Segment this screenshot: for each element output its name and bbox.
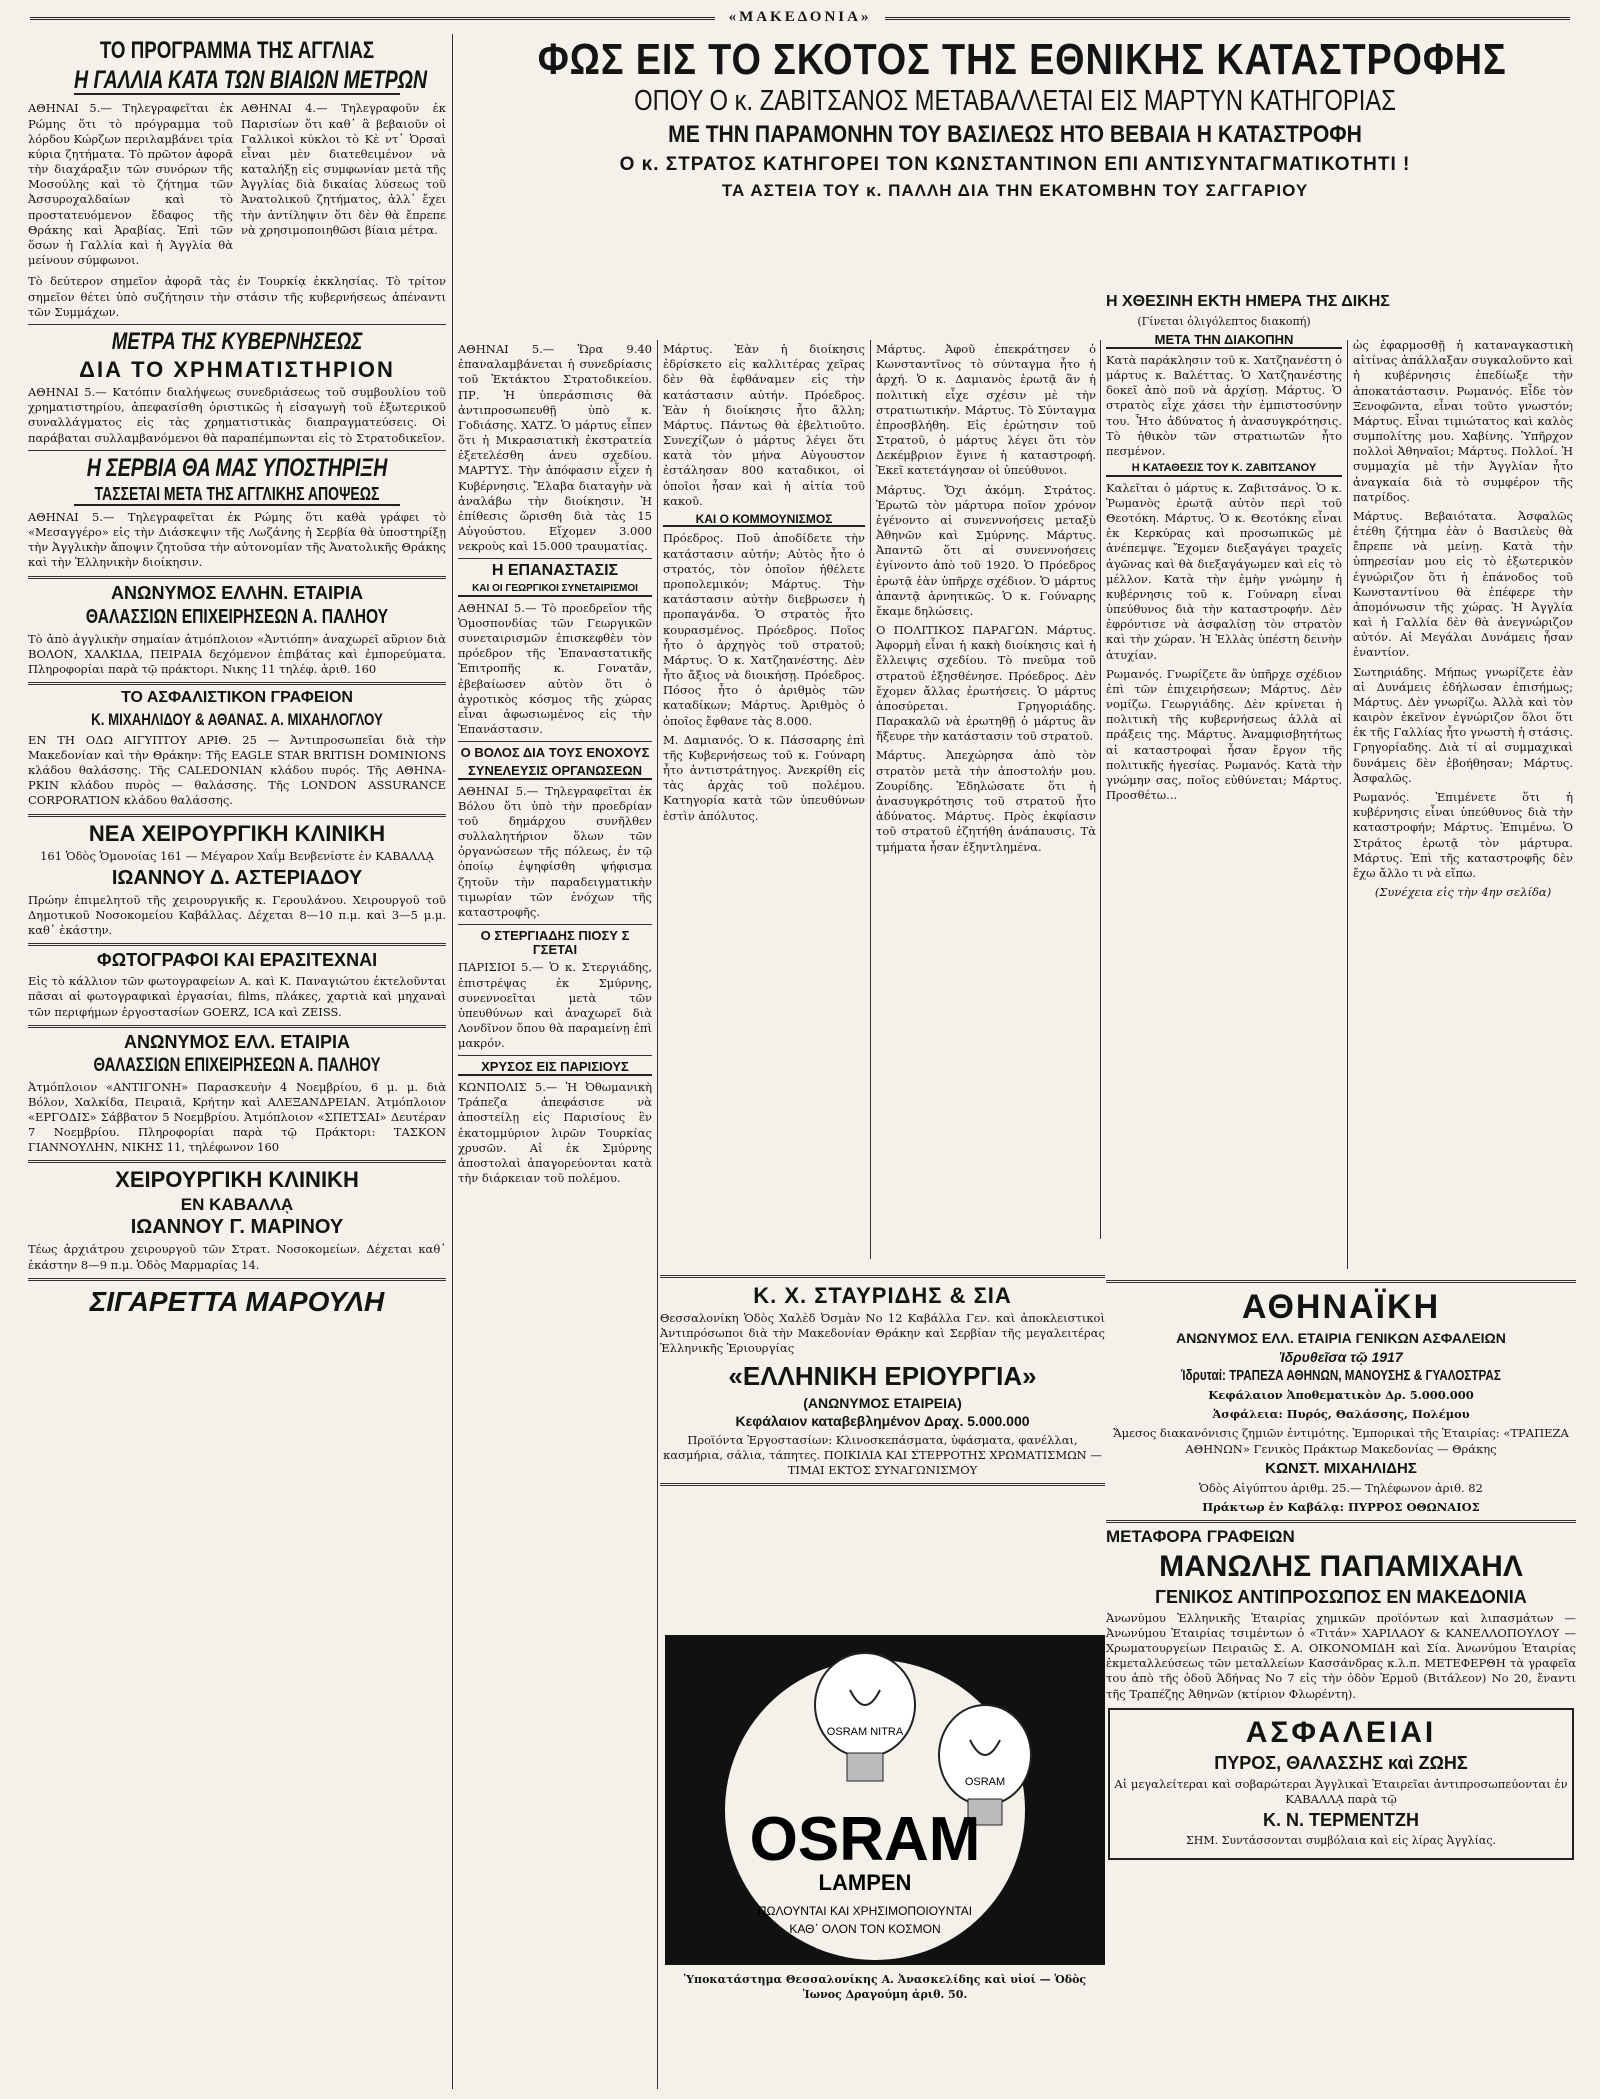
article-subheadline: ΣΥΝΕΛΕΥΣΙΣ ΟΡΓΑΝΩΣΕΩΝ <box>458 764 652 780</box>
ad-text: Αἱ μεγαλείτεραι καὶ σοβαρώτεραι Ἀγγλικαὶ Ἑταιρεῖαι ἀντιπροσωπεύονται ἐν ΚΑΒΑΛΛᾼ παρὰ τῷ <box>1114 1776 1568 1806</box>
continued-note: (Συνέχεια εἰς τὴν 4ην σελίδα) <box>1374 885 1552 900</box>
ad-title: ΑΣΦΑΛΕΙΑΙ <box>1245 1715 1437 1749</box>
ad-capital: Κεφάλαιον Ἀποθεματικὸν Δρ. 5.000.000 <box>1208 1388 1474 1403</box>
divider <box>28 1025 446 1028</box>
divider <box>28 814 446 817</box>
divider <box>28 324 446 325</box>
osram-footer: Ὑποκατάστημα Θεσσαλονίκης Α. Ἀνασκελίδης καὶ υἱοί — Ὁδὸς Ἰωνος Δραγούμη ἀριθ. 50. <box>683 1973 1087 2001</box>
sub-headline-2: ΜΕ ΤΗΝ ΠΑΡΑΜΟΝΗΝ ΤΟΥ ΒΑΣΙΛΕΩΣ ΗΤΟ ΒΕΒΑΙΑ Η ΚΑΤΑΣΤΡΟΦΗ <box>668 121 1362 149</box>
bulb-label-2: OSRAM <box>964 1776 1006 1788</box>
article-subheadline: ΔΙΑ ΤΟ ΧΡΗΜΑΤΙΣΤΗΡΙΟΝ <box>79 357 395 383</box>
article-headline: ΧΡΥΣΟΣ ΕΙΣ ΠΑΡΙΣΙΟΥΣ <box>458 1060 652 1076</box>
article-headline: Ο ΣΤΕΡΓΙΑΔΗΣ ΠΙΟΣΥ Σ ΓΣΕΤΑΙ <box>480 928 630 957</box>
ad-name: ΙΩΑΝΝΟΥ Δ. ΑΣΤΕΡΙΑΔΟΥ <box>111 866 363 889</box>
article-note: (Γίνεται ὀλιγόλεπτος διακοπή) <box>1137 314 1311 328</box>
divider <box>458 1055 652 1056</box>
main-headline: ΦΩΣ ΕΙΣ ΤΟ ΣΚΟΤΟΣ ΤΗΣ ΕΘΝΙΚΗΣ ΚΑΤΑΣΤΡΟΦΗΣ <box>537 35 1507 84</box>
masthead-rule-right <box>885 17 1570 20</box>
ad-subtitle: ΘΑΛΑΣΣΙΩΝ ΕΠΙΧΕΙΡΗΣΕΩΝ Α. ΠΑΛΗΟΥ <box>93 1054 381 1076</box>
bulb-label-1: OSRAM NITRA <box>826 1726 904 1738</box>
divider <box>28 450 446 451</box>
article-paragraph: Καλεῖται ὁ μάρτυς κ. Ζαβιτσάνος. Ὁ κ. Ῥωμανὸς ἐρωτᾷ αὐτὸν περὶ τοῦ Θεοτόκη. Μάρτυς. Ὁ κ. Θεοτόκης εἶναι ἐκ Κερκύρας καὶ προσωπικῶς μὲ ἀνέπεμψε. Ἔχομεν διεξαγάγει τραχεῖς ἀγῶνας καὶ θὰ διεξαγάγωμεν καὶ εἰς τὸ μέλλον. Κατὰ τὴν ἐμὴν γνώμην ἡ κυβέρνησις τοῦ κ. Γούναρη εἶναι ὑπεύθυνος διὰ τὴν καταστροφήν. Δὲν ἐφρόντισε νὰ ἀσφαλίσῃ τὸν στρατὸν καὶ τὴν χώραν. Ἡ Ἑλλὰς ὑπέστη δεινὴν ἀτυχίαν. <box>1106 480 1342 662</box>
article-paragraph: Πρόεδρος. Ποῦ ἀποδίδετε τὴν κατάστασιν αὐτήν; Αὐτὸς ἦτο ὁ στρατός, τὸν ὁποῖον ἠθέλετε προπολεμικόν; Μάρτυς. Τὴν κατάστασιν αὐτὴν διεβρωσεν ἡ προπαγάνδα. Ὁ στρατὸς ἦτο κουρασμένος. Πρόεδρος. Ποῖος ἦτο ὁ ἀρχηγὸς τοῦ στρατοῦ; Μάρτυς. Ὁ κ. Χατζηανέστης. Δὲν ἦτο ἄξιος νὰ διοικήσῃ. Πρόεδρος. Πόσος ἦτο ὁ ἀριθμὸς τῶν καταδίκων; Μάρτυς. Ἀριθμὸς ὁ ὁποῖος ἔφθανε τὰς 8.000. <box>663 531 865 728</box>
ad-subtitle: ΠΥΡΟΣ, ΘΑΛΑΣΣΗΣ καὶ ΖΩΗΣ <box>1214 1752 1468 1773</box>
ad-subtitle: Κ. ΜΙΧΑΗΛΙΔΟΥ & ΑΘΑΝΑΣ. Α. ΜΙΧΑΗΛΟΓΛΟΥ <box>91 709 383 729</box>
article-paragraph: Τὸ δεύτερον σημεῖον ἀφορᾶ τὰς ἐν Τουρκίᾳ ἐκκλησίας. Τὸ τρίτον σημεῖον θέτει ὑπὸ συζήτησιν τὴν στάσιν τῆς κυβερνήσεως ἀπέναντι τῶν Συμμάχων. <box>28 274 446 319</box>
ad-title: ΤΟ ΑΣΦΑΛΙΣΤΙΚΟΝ ΓΡΑΦΕΙΟΝ <box>121 689 353 707</box>
article-paragraph: Κατὰ παράκλησιν τοῦ κ. Χατζηανέστη ὁ μάρτυς κ. Βαλέττας. Ὁ Χατζηανέστης δοκεῖ ἀπὸ ποῦ νὰ ἀρχίσῃ. Μάρτυς. Ὁ στρατὸς εἶχε χάσει τὴν ἐμπιστοσύνην του. Ἦτο ἀδύνατος ἡ ἀνασυγκρότησις. Τὸ ἠθικὸν τῶν στρατιωτῶν ἦτο πεσμένον. <box>1106 352 1342 458</box>
divider <box>28 943 446 946</box>
ad-title: ΑΘΗΝΑΪΚΗ <box>1241 1288 1441 1326</box>
divider <box>28 576 446 579</box>
ad-text: Τὸ ἀπὸ ἀγγλικὴν σημαίαν ἀτμόπλοιον «Ἀντιόπη» ἀναχωρεῖ αὔριον διὰ ΒΟΛΟΝ, ΧΑΛΚΙΔΑ, ΠΕΙΡΑΙΑ δεχόμενον ἐπιβάτας καὶ ἐμπορεύματα. Πληροφορίαι παρὰ τῷ πράκτορι. Νικης 11 τηλέφ. ἀριθ. 160 <box>28 631 446 676</box>
column-4 <box>876 340 1096 1239</box>
ad-subtitle: 161 Ὁδὸς Ὁμονοίας 161 — Μέγαρον Χαΐμ Βενβενίστε ἐν ΚΑΒΑΛΛᾼ <box>40 848 434 863</box>
column-rule <box>452 34 453 2089</box>
article-paragraph: Μάρτυς. Ὄχι ἀκόμη. Στράτος. Ἐρωτῶ τὸν μάρτυρα ποῖον χρόνον ἐγένοντο αἱ συνεννοήσεις μεταξὺ Ἀθηνῶν καὶ Σμύρνης. Μάρτυς. Ἀπαντῶ ὅτι αἱ συνεννοήσεις ἐγίνοντο ἀπὸ τοῦ 1920. Ὁ Πρόεδρος ἐρωτᾷ ἐὰν ὑπῆρχε σχέδιον. Ὁ μάρτυς ἀπαντᾷ ἀρνητικῶς. Ὁ κ. Γούναρης ἔκαμε δηλώσεις. <box>876 482 1096 618</box>
divider <box>28 1278 446 1281</box>
divider <box>660 1483 1105 1486</box>
divider <box>458 741 652 742</box>
article-paragraph: ΑΘΗΝΑΙ 5.— Κατόπιν διαλήψεως συνεδριάσεως τοῦ συμβουλίου τοῦ χρηματιστηρίου, ἀπεφασίσθη ὁριστικῶς ἡ εἰσαγωγὴ τοῦ ἐξωτερικοῦ συναλλάγματος εἰς τὰς χρηματιστικὰς διαπραγματεύσεις. Οἱ παράβαται συλλαμβανόμενοι θὰ παραπέμπωνται εἰς τὸ Στρατοδικεῖον. <box>28 385 446 445</box>
ad-text: Πρώην ἐπιμελητοῦ τῆς χειρουργικῆς κ. Γερουλάνου. Χειρουργοῦ τοῦ Δημοτικοῦ Νοσοκομείου Καβάλλας. Δέχεται 8—10 π.μ. καὶ 3—5 μ.μ. καθ᾽ ἑκάστην. <box>28 892 446 938</box>
ad-title: ΝΕΑ ΧΕΙΡΟΥΡΓΙΚΗ ΚΛΙΝΙΚΗ <box>88 820 386 846</box>
ad-agent: Κ. Ν. ΤΕΡΜΕΝΤΖΗ <box>1263 1809 1419 1830</box>
ad-capital: Κεφάλαιον καταβεβλημένον Δραχ. 5.000.000 <box>735 1413 1030 1430</box>
column-rule <box>657 340 658 2089</box>
article-paragraph: Σωτηριάδης. Μήπως γνωρίζετε ἐὰν αἱ Δυνάμεις ἐδήλωσαν ἐπισήμως; Μάρτυς. Δὲν γνωρίζω. Ἀλλὰ καὶ τὸν καιρὸν ἐκεῖνον ἐγνώριζον ὅλοι ὅτι ἐκ τῆς Γαλλίας ἦτο γνωστὴ ἡ στάσις. Γρηγορίαδης. Διὰ τί αἱ συμμαχικαὶ δυνάμεις δὲν ἐβοήθησαν; Μάρτυς. Ἀσφαλῶς. <box>1353 664 1573 785</box>
article-headline: Η ΕΠΑΝΑΣΤΑΣΙΣ <box>491 562 619 580</box>
article-paragraph: Μ. Δαμιανός. Ὁ κ. Πάσσαρης ἐπὶ τῆς Κυβερνήσεως τοῦ κ. Γούναρη ἦτο ἀντιστράτηγος. Ἀνεκρίθη εἰς τὰς ἀρχὰς τοῦ πολέμου. Κατηγορία κατὰ τῶν ὑπευθύνων ἐστὶν ἀπόλυτος. <box>663 732 865 823</box>
article-paragraph: Μάρτυς. Βεβαιότατα. Ἀσφαλῶς ἐτέθη ζήτημα ἐὰν ὁ Βασιλεὺς θὰ ἔπρεπε νὰ μείνῃ. Κατὰ τὴν ὑπηρεσίαν μου εἰς τὸ ἐξωτερικὸν ἐγνώριζον ὅτι ἡ ἐπάνοδος τοῦ Κωνσταντίνου θὰ ἐπέφερε τὴν ἀπομόνωσιν τῆς χώρας. Ἡ Ἀγγλία καὶ ἡ Γαλλία δὲν θὰ ἀνεγνώριζον αὐτόν. Αἱ Μεγάλαι Δυνάμεις ἦσαν ἐναντίον. <box>1353 508 1573 660</box>
column-5 <box>1106 290 1390 1269</box>
column-rule <box>1347 340 1348 1269</box>
sub-headline-4: ΤΑ ΑΣΤΕΙΑ ΤΟΥ κ. ΠΑΛΛΗ ΔΙΑ ΤΗΝ ΕΚΑΤΟΜΒΗΝ ΤΟΥ ΣΑΓΓΑΡΙΟΥ <box>721 180 1309 200</box>
article-headline: ΜΕΤΡΑ ΤΗΣ ΚΥΒΕΡΝΗΣΕΩΣ <box>111 327 363 355</box>
divider <box>660 1275 1105 1278</box>
article-headline: ΚΑΙ Ο ΚΟΜΜΟΥΝΙΣΜΟΣ <box>663 513 865 528</box>
osram-ad <box>665 1635 1105 2001</box>
divider <box>28 682 446 685</box>
ad-address: Ὁδὸς Αἰγύπτου ἀριθμ. 25.— Τηλέφωνον ἀριθ. 82 <box>1199 1480 1483 1495</box>
ad-title: ΑΝΩΝΥΜΟΣ ΕΛΛ. ΕΤΑΙΡΙΑ <box>124 1031 350 1052</box>
article-paragraph: Μάρτυς. Ἀπεχώρησα ἀπὸ τὸν στρατὸν μετὰ τὴν ἀποστολήν μου. Ζουρίδης. Ἐδηλώσατε ὅτι ἡ ἀνασυγκρότησις τοῦ στρατοῦ ἦτο ἀδύνατος. Μάρτυς. Πρὸς ἐκφίασιν τοῦ στρατοῦ ἐζητήθη ἀνάπαυσις. Τὰ τμήματα ἦσαν ἐξηντλημένα. <box>876 748 1096 854</box>
article-subheadline: ΜΕΤΑ ΤΗΝ ΔΙΑΚΟΠΗΝ <box>1106 333 1342 349</box>
ad-founders: Ἱδρυταί: ΤΡΑΠΕΖΑ ΑΘΗΝΩΝ, ΜΑΝΟΥΣΗΣ & ΓΥΑΛΟΣΤΡΑΣ <box>1181 1367 1501 1385</box>
ad-brand: «ΕΛΛΗΝΙΚΗ ΕΡΙΟΥΡΓΙΑ» <box>728 1360 1037 1391</box>
article-paragraph: ΑΘΗΝΑΙ 5.— Τηλεγραφεῖται ἐκ Ρώμης ὅτι καθὰ γράφει τὸ «Μεσαγγέρο» εἰς τὴν Διάσκεψιν τῆς Λωζάνης ἡ Σερβία θὰ ὑποστηρίξῃ τὴν Ἀγγλικὴν ἄποψιν ζητοῦσα τὴν αὐτονομίαν τῆς Ἀνατολικῆς Θράκης καὶ τὴν Ἑλληνικὴν διοίκησιν. <box>28 509 446 570</box>
divider <box>458 558 652 559</box>
column-6 <box>1353 336 1573 1269</box>
article-paragraph: Μάρτυς. Ἀφοῦ ἐπεκράτησεν ὁ Κωνσταντῖνος τὸ σύνταγμα ἦτο ἡ ἀρχή. Ὁ κ. Δαμιανὸς ἐρωτᾷ ἂν ἡ πολιτικὴ εἶχε σχέσιν μὲ τὴν στρατιωτικήν. Μάρτυς. Τὸ Σύνταγμα ἐπροσβλήθη. Εἰς ἐρώτησιν τοῦ Στρατοῦ, ὁ μάρτυς λέγει ὅτι τὸν Δεκέμβριον ἔγινε ἡ καταστροφή. Ἐκεῖ κατετάγησαν οἱ ὑπεύθυνοι. <box>876 342 1096 478</box>
osram-slogan-2: ΚΑΘ᾽ ΟΛΟΝ ΤΟΝ ΚΟΣΜΟΝ <box>789 1922 941 1936</box>
article-paragraph: ΑΘΗΝΑΙ 5.— Τηλεγραφεῖται ἐκ Ρώμης ὅτι τὸ πρόγραμμα τοῦ λόρδου Κώρζων περιλαμβάνει τρία κύρια ζητήματα. Τὸ πρῶτον ἀφορᾶ τὴν διαχάραξιν τῶν συνόρων τῆς Μοσούλης καὶ τὸ ζήτημα τῶν Ἀσσυροχαλδαίων καὶ τὸ προστατευόμενον ἔδαφος τῆς Θράκης καὶ Ἀραβίας. Ἐπὶ τῶν ὅσων ἡ Γαλλία καὶ ἡ Ἀγγλία θὰ μείνουν σύμφωνοι. <box>28 101 233 268</box>
ad-text: Ἀτμόπλοιον «ΑΝΤΙΓΟΝΗ» Παρασκευὴν 4 Νοεμβρίου, 6 μ. μ. διὰ Βόλον, Χαλκίδα, Πειραιᾶ, Κρήτην καὶ ΑΛΕΞΑΝΔΡΕΙΑΝ. Ἀτμόπλοιον «ΕΡΓΟΔΙΣ» Σάββατον 5 Νοεμβρίου. Ἀτμόπλοιον «ΣΠΕΤΣΑΙ» Δευτέραν 7 Νοεμβρίου. Πληροφορίαι παρὰ τῷ Πράκτορι: ΤΑΣΚΟΝ ΓΙΑΝΝΟΥΛΗΝ, ΝΙΚΗΣ 11, τηλέφωνον 160 <box>28 1079 446 1155</box>
article-paragraph: ΚΩΝΠΟΛΙΣ 5.— Ἡ Ὀθωμανικὴ Τράπεζα ἀπεφάσισε νὰ ἀποστείλῃ εἰς Παρισίους ἓν ἑκατομμύριον λιρῶν Τουρκίας χρυσῶν. Αἱ ἐκ Σμύρνης ἀποστολαὶ ἀπαγορεύονται κατὰ τὴν διάρκειαν τοῦ πολέμου. <box>458 1080 652 1186</box>
insurance-ad-box <box>1108 1708 1574 1861</box>
cigarette-ad: ΣΙΓΑΡΕΤΤΑ ΜΑΡΟΥΛΗ <box>89 1285 385 1317</box>
ad-text: Ἀνωνύμου Ἑλληνικῆς Ἑταιρίας χημικῶν προϊόντων καὶ λιπασμάτων — Ἀνωνύμου Ἑταιρίας τσιμέντων ὁ «Τιτάν» ΧΑΡΙΛΑΟΥ & ΚΑΝΕΛΛΟΠΟΥΛΟΥ — Χρωματουργείων Πειραιῶς Σ. Α. ΟΙΚΟΝΟΜΙΔΗ καὶ Σία. Ἀνωνύμου Ἑταιρίας ἐκμεταλλεύσεως τῶν μεταλλείων Κασσάνδρας κ.λ.π. ΜΕΤΕΦΕΡΘΗ τὰ γραφεῖα του ἀπὸ τῆς ὁδοῦ Ἀδήνας Νο 7 εἰς τὴν ὁδὸν Ἑρμοῦ (Βιτάλεον) Νο 20, ἔναντι τῆς Τραπέζης Ἀθηνῶν (κτίριον Φλωρέντη). <box>1106 1610 1576 1701</box>
ad-text: ΕΝ ΤΗ ΟΔΩ ΑΙΓΥΠΤΟΥ ΑΡΙΘ. 25 — Ἀντιπροσωπεῖαι διὰ τὴν Μακεδονίαν καὶ τὴν Θράκην: Τῆς EAGLE STAR BRITISH DOMINIONS κλάδου θαλάσσης. Τῆς CALEDONIAN κλάδου πυρός. Τῆς ΑΘΗΝΑ-ΡΚΙΝ κλάδου πυρὸς — θαλάσσης. Τῆς LONDON ASSURANCE CORPORATION κλάδου θαλάσσης. <box>28 732 446 808</box>
eriourgia-ad <box>660 1270 1105 1619</box>
article-subheadline: ΚΑΙ ΟΙ ΓΕΩΡΓΙΚΟΙ ΣΥΝΕΤΑΙΡΙΣΜΟΙ <box>458 584 652 597</box>
ad-title: Κ. Χ. ΣΤΑΥΡΙΔΗΣ & ΣΙΑ <box>753 1283 1012 1308</box>
ad-heading: ΜΕΤΑΦΟΡΑ ΓΡΑΦΕΙΩΝ <box>1106 1526 1295 1546</box>
article-paragraph: ΑΘΗΝΑΙ 5.— Ὥρα 9.40 ἐπαναλαμβάνεται ἡ συνεδρίασις τοῦ Ἐκτάκτου Στρατοδικείου. ΠΡ. Ἡ ὑπεράσπισις θὰ ἀντιπροσωπευθῇ ὑπὸ κ. Γοδιάσης. ΧΑΤΖ. Ὁ μάρτυς εἶπεν ὅτι ἡ Μικρασιατικὴ ἐκστρατεία ἐξετελέσθη ἀνευ σχεδίου. ΜΑΡΤΥΣ. Τὴν ἀπόφασιν εἶχεν ἡ Κυβέρνησις. Ἔλαβα διαταγὴν νὰ ἀναλάβω τὴν διοίκησιν. Ἡ ἐπίθεσις ὥρισθη διὰ τὰς 15 Αὐγούστου. Εἴχομεν 3.000 νεκροὺς καὶ 15.000 τραυματίας. <box>458 342 652 554</box>
article-subheadline: Η ΓΑΛΛΙΑ ΚΑΤΑ ΤΩΝ ΒΙΑΙΩΝ ΜΕΤΡΩΝ <box>73 66 428 95</box>
article-subheadline: ΤΑΣΣΕΤΑΙ ΜΕΤΑ ΤΗΣ ΑΓΓΛΙΚΗΣ ΑΠΟΨΕΩΣ <box>74 485 400 506</box>
ad-representative: Πράκτωρ ἐν Καβάλᾳ: ΠΥΡΡΟΣ ΟΘΩΝΑΙΟΣ <box>1202 1499 1480 1514</box>
ad-brand-sub: (ΑΝΩΝΥΜΟΣ ΕΤΑΙΡΕΙΑ) <box>803 1394 962 1411</box>
ad-kinds: Ἀσφάλεια: Πυρός, Θαλάσσης, Πολέμου <box>1212 1407 1470 1422</box>
article-paragraph: ΑΘΗΝΑΙ 5.— Τηλεγραφεῖται ἐκ Βόλου ὅτι ὑπὸ τὴν προεδρίαν τοῦ δημάρχου συνῆλθεν συλλαλητήριον ὅλων τῶν ὀργανώσεων τῆς πόλεως, ἐν τῷ ὁποίῳ ἐψηφίσθη ψήφισμα ζητοῦν τὴν παραδειγματικὴν τιμωρίαν τῶν ἐνόχων τῆς καταστροφῆς. <box>458 783 652 919</box>
sub-headline-1: ΟΠΟΥ Ο κ. ΖΑΒΙΤΣΑΝΟΣ ΜΕΤΑΒΑΛΛΕΤΑΙ ΕΙΣ ΜΑΡΤΥΝ ΚΑΤΗΓΟΡΙΑΣ <box>634 85 1396 118</box>
ad-text: Εἰς τὸ κάλλιον τῶν φωτογραφείων Α. καὶ Κ. Παναγιώτου ἐκτελοῦνται πᾶσαι αἱ φωτογραφικαὶ ἐργασίαι, films, πλάκες, χαρτιὰ καὶ μηχαναὶ τῶν περιφήμων ἐργοστασίων GOERZ, ICA καὶ ZEISS. <box>28 974 446 1019</box>
right-ads <box>1106 1275 1576 2091</box>
front-page-banner <box>460 36 1570 204</box>
article-paragraph: ὡς ἐφαρμοσθῇ ἡ καταναγκαστικὴ αἰτίνας ἀπάλλαξαν συγκαλοῦντο καὶ ἡ κυβέρνησις ἐπεδίωξε τὴν ἀποκατάστασιν. Ρωμανός. Εἶδε τὸν Ξενοφῶντα, εἶναι τοῦτο γνωστόν; Μάρτυς. Εἶναι τιμιώτατος καὶ καλὸς συμπολίτης μου. Χαβίνης. Ὑπῆρχον πολλοὶ Ἀθηναῖοι; Μάρτυς. Πολλοί. Ἡ συμμαχία μὲ τὴν Ἀγγλίαν ἦτο ἀναγκαία διὰ τὸ συμφέρον τῆς πατρίδος. <box>1353 338 1573 504</box>
sub-headline-3: Ο κ. ΣΤΡΑΤΟΣ ΚΑΤΗΓΟΡΕΙ ΤΟΝ ΚΩΝΣΤΑΝΤΙΝΟΝ ΕΠΙ ΑΝΤΙΣΥΝΤΑΓΜΑΤΙΚΟΤΗΤΙ ! <box>619 153 1411 175</box>
column-2 <box>458 340 652 2091</box>
article-paragraph: ΑΘΗΝΑΙ 4.— Τηλεγραφοῦν ἐκ Παρισίων ὅτι καθ᾽ ἃ βεβαιοῦν οἱ Γαλλικοὶ κύκλοι τὸ Κὲ ντ᾽ Ὀρσαὶ εἶναι μὲν διατεθειμένον νὰ καταλήξῃ εἰς συμφωνίαν μετὰ τῆς Ἀγγλίας διὰ δικαίας λύσεως τοῦ Ἀνατολικοῦ ζητήματος, ἀλλ᾽ ἔχει τὴν ἀντίληψιν ὅτι δὲν θὰ ἔπρεπε νὰ χρησιμοποιηθῶσι βίαια μέτρα. <box>241 101 446 237</box>
column-left <box>28 34 446 2091</box>
osram-slogan-1: ΠΩΛΟΥΝΤΑΙ ΚΑΙ ΧΡΗΣΙΜΟΠΟΙΟΥΝΤΑΙ <box>757 1904 973 1918</box>
article-headline: Η ΣΕΡΒΙΑ ΘΑ ΜΑΣ ΥΠΟΣΤΗΡΙΞΗ <box>86 453 388 482</box>
ad-subtitle: ΓΕΝΙΚΟΣ ΑΝΤΙΠΡΟΣΩΠΟΣ ΕΝ ΜΑΚΕΔΟΝΙΑ <box>1155 1586 1527 1607</box>
ad-name: ΜΑΝΩΛΗΣ ΠΑΠΑΜΙΧΑΗΛ <box>1159 1549 1523 1583</box>
ad-products: Προϊόντα Ἐργοστασίων: Κλινοσκεπάσματα, ὑφάσματα, φανέλλαι, κασμήρια, σάλια, τάπητες. ΠΟΙΚΙΛΙΑ ΚΑΙ ΣΤΕΡΡΟΤΗΣ ΧΡΩΜΑΤΙΣΜΩΝ — ΤΙΜΑΙ ΕΚΤΟΣ ΣΥΝΑΓΩΝΙΣΜΟΥ <box>663 1432 1102 1478</box>
osram-logo: OSRAM <box>749 1805 981 1874</box>
masthead <box>30 4 1570 30</box>
article-paragraph: Ρωμανός. Γνωρίζετε ἂν ὑπῆρχε σχέδιον ἐπὶ τῶν ἐπιχειρήσεων; Μάρτυς. Δὲν νομίζω. Γεωργιάδης. Δὲν κρίνεται ἡ πολιτικὴ τῆς κυβερνήσεως ἀλλὰ αἱ πράξεις της. Μάρτυς. Ἀναμφισβητήτως αἱ καταστροφαὶ ἦσαν ἔργον τῆς πολιτικῆς ἡγεσίας. Ρωμανός. Κατὰ τὴν γνώμην σας, ποῖος εὐθύνεται; Μάρτυς. Προσθέτω... <box>1106 666 1342 803</box>
article-headline: Η ΧΘΕΣΙΝΗ ΕΚΤΗ ΗΜΕΡΑ ΤΗΣ ΔΙΚΗΣ <box>1106 293 1390 310</box>
ad-text: Ἄμεσος διακανόνισις ζημιῶν ἐντιμότης. Ἐμπορικαὶ τῆς Ἑταιρίας: «ΤΡΑΠΕΖΑ ΑΘΗΝΩΝ» Γενικὸς Πράκτωρ Μακεδονίας — Θράκης <box>1113 1426 1569 1456</box>
column-3 <box>663 340 865 1259</box>
osram-ad-graphic <box>665 1635 1105 1965</box>
newspaper-title: «ΜΑΚΕΔΟΝΙΑ» <box>728 8 872 25</box>
article-paragraph: Μάρτυς. Ἐὰν ἡ διοίκησις ἐδρίσκετο εἰς καλλιτέρας χεῖρας δὲν θὰ ἐφθάναμεν εἰς τὴν κατάστασιν αὐτήν. Πρόεδρος. Ἐὰν ἡ διοίκησις ἦτο ἄλλη; Μάρτυς. Πάντως θὰ ἐβελτιοῦτο. Συνεχίζων ὁ μάρτυς λέγει ὅτι κατὰ τὸν μήνα Αὐγουστον ἐστάλησαν 800 καταδικοι, οἱ ὁποῖοι ἦσαν καὶ ἡ αἰτία τοῦ κακοῦ. <box>663 342 865 508</box>
article-headline: Ο ΒΟΛΟΣ ΔΙΑ ΤΟΥΣ ΕΝΟΧΟΥΣ <box>460 745 650 761</box>
column-rule <box>870 340 871 1259</box>
ad-name: ΙΩΑΝΝΟΥ Γ. ΜΑΡΙΝΟΥ <box>130 1216 344 1239</box>
ad-title: ΧΕΙΡΟΥΡΓΙΚΗ ΚΛΙΝΙΚΗ <box>115 1167 359 1193</box>
article-paragraph: ΠΑΡΙΣΙΟΙ 5.— Ὁ κ. Στεργιάδης, ἐπιστρέψας ἐκ Σμύρνης, συνεννοεῖται μετὰ τῶν ὑπευθύνων καὶ ἀναχωρεῖ διὰ Λονδῖνον ὅπου θὰ παραμείνῃ ἐπὶ μακρόν. <box>458 960 652 1051</box>
osram-subtitle: LAMPEN <box>818 1870 912 1895</box>
article-subheadline: Η ΚΑΤΑΘΕΣΙΣ ΤΟΥ Κ. ΖΑΒΙΤΣΑΝΟΥ <box>1106 463 1342 477</box>
ad-text: Τέως ἀρχιάτρου χειρουργοῦ τῶν Στρατ. Νοσοκομείων. Δέχεται καθ᾽ ἑκάστην 8—9 π.μ. Ὁδὸς Μαρμαρίας 14. <box>28 1242 446 1272</box>
ad-text: Θεσσαλονίκη Ὁδὸς Χαλὲδ Ὀσμὰν Νο 12 Καβάλλα Γεν. καὶ ἀποκλειστικοὶ Ἀντιπρόσωποι διὰ τὴν Μακεδονίαν Θράκην καὶ Σερβίαν τῆς μεγαλειτέρας Ἑλληνικῆς Ἐριουργίας <box>660 1311 1105 1356</box>
ad-note: ΣΗΜ. Συντάσσονται συμβόλαια καὶ εἰς λίρας Ἀγγλίας. <box>1186 1833 1496 1847</box>
ad-subtitle: ΕΝ ΚΑΒΑΛΛᾼ <box>180 1194 294 1214</box>
ad-title: ΦΩΤΟΓΡΑΦΟΙ ΚΑΙ ΕΡΑΣΙΤΕΧΝΑΙ <box>96 950 378 971</box>
divider <box>458 924 652 925</box>
article-paragraph: ΑΘΗΝΑΙ 5.— Τὸ προεδρεῖον τῆς Ὁμοσπονδίας τῶν Γεωργικῶν συνεταιρισμῶν ἐπισκεφθὲν τὸν πρόεδρον τῆς Ἐπαναστατικῆς Ἐπιτροπῆς κ. Γονατᾶν, ἐβεβαίωσεν αὐτὸν ὅτι ὁ ἀγροτικὸς κόσμος τῆς χώρας εἶναι ἀφωσιωμένος εἰς τὴν Ἐπανάστασιν. <box>458 600 652 737</box>
ad-title: ΑΝΩΝΥΜΟΣ ΕΛΛΗΝ. ΕΤΑΙΡΙΑ <box>111 582 363 603</box>
divider <box>1106 1280 1576 1283</box>
ad-subtitle: ΑΝΩΝΥΜΟΣ ΕΛΛ. ΕΤΑΙΡΙΑ ΓΕΝΙΚΩΝ ΑΣΦΑΛΕΙΩΝ <box>1176 1330 1506 1346</box>
divider <box>28 1160 446 1163</box>
column-rule <box>1100 340 1101 1239</box>
ad-founded: Ἱδρυθεῖσα τῷ 1917 <box>1279 1348 1403 1365</box>
article-paragraph: Ο ΠΟΛΙΤΙΚΟΣ ΠΑΡΑΓΩΝ. Μάρτυς. Ἀφορμὴ εἶναι ἡ κακὴ διοίκησις καὶ ἡ ἔλλειψις σχεδίου. Τὸ πνεῦμα τοῦ στρατοῦ ἐξησθένησε. Πρόεδρος. Δὲν ἔχομεν ἄλλας ἐρωτήσεις. Ὁ μάρτυς ἀποσύρεται. Γρηγοριάδης. Παρακαλῶ νὰ ἐρωτηθῇ ὁ μάρτυς ἂν ἤξευρε τὴν κατάστασιν τοῦ στρατοῦ. <box>876 623 1096 744</box>
article-headline: ΤΟ ΠΡΟΓΡΑΜΜΑ ΤΗΣ ΑΓΓΛΙΑΣ <box>99 37 375 64</box>
masthead-rule-left <box>30 17 715 20</box>
divider <box>1106 1520 1576 1523</box>
ad-agent: ΚΩΝΣΤ. ΜΙΧΑΗΛΙΔΗΣ <box>1265 1459 1417 1477</box>
ad-subtitle: ΘΑΛΑΣΣΙΩΝ ΕΠΙΧΕΙΡΗΣΕΩΝ Α. ΠΑΛΗΟΥ <box>85 605 389 628</box>
article-paragraph: Ρωμανός. Ἐπιμένετε ὅτι ἡ κυβέρνησις εἶναι ὑπεύθυνος διὰ τὴν καταστροφήν; Μάρτυς. Ἐπιμένω. Ὁ Στράτος ἐρωτᾷ τὸν μάρτυρα. Μάρτυς. Ἐπὶ τῆς καταστροφῆς δὲν ἔχω ἄλλο τι νὰ εἴπω. <box>1353 789 1573 880</box>
